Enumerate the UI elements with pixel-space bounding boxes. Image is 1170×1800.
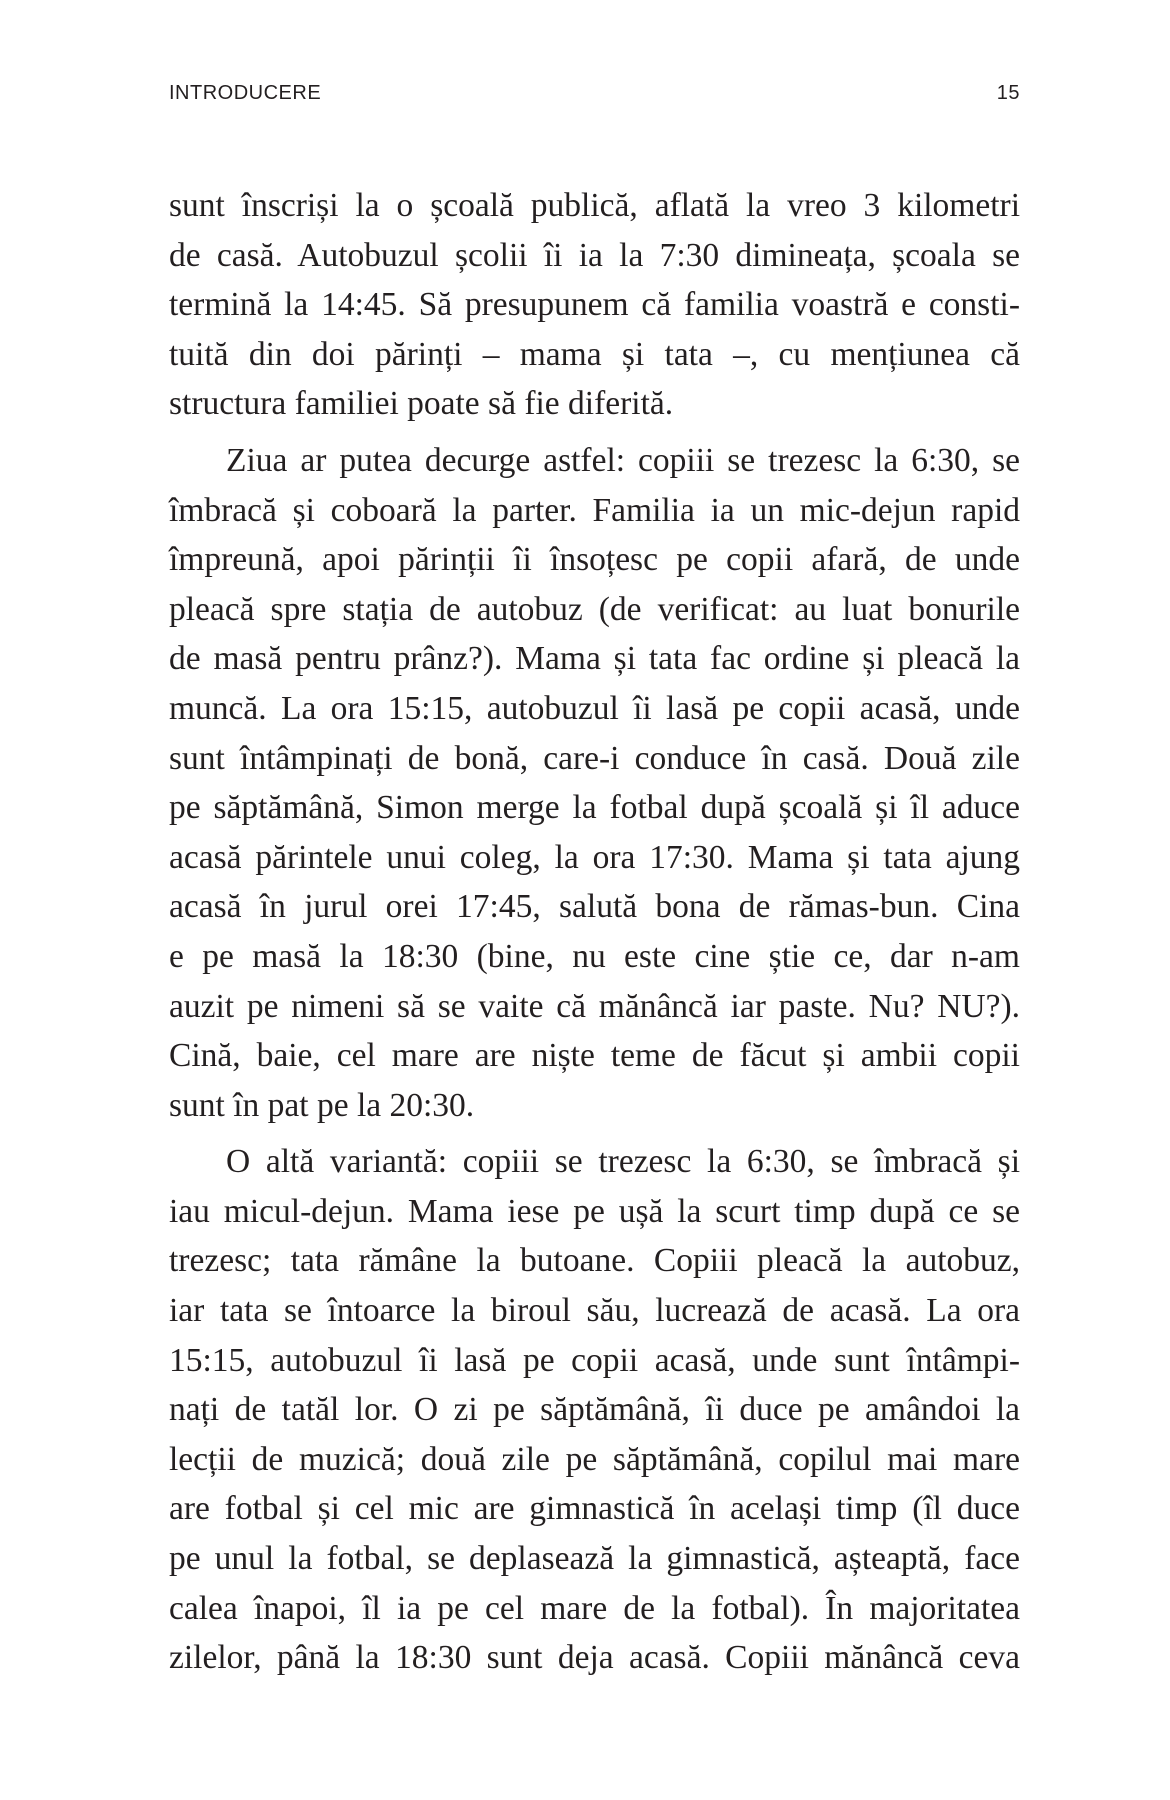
text-line: pleacă spre stația de autobuz (de verificat: au luat bonurile <box>169 590 1020 628</box>
text-line: acasă părintele unui coleg, la ora 17:30. Mama și tata ajung <box>169 838 1020 876</box>
text-line: Cină, baie, cel mare are niște teme de făcut și ambii copii <box>169 1037 1020 1075</box>
text-line: muncă. La ora 15:15, autobuzul îi lasă pe copii acasă, unde <box>169 689 1020 727</box>
text-line: sunt în pat pe la 20:30. <box>169 1086 475 1124</box>
text-line: pe săptămână, Simon merge la fotbal după școală și îl aduce <box>169 789 1020 827</box>
text-line: Ziua ar putea decurge astfel: copiii se trezesc la 6:30, se <box>226 441 1020 479</box>
paragraph <box>169 1137 1020 1683</box>
text-line: sunt înscriși la o școală publică, aflată la vreo 3 kilometri <box>169 187 1020 224</box>
text-line: acasă în jurul orei 17:45, salută bona de rămas-bun. Cina <box>169 888 1020 926</box>
text-line: împreună, apoi părinții îi însoțesc pe copii afară, de unde <box>169 541 1020 579</box>
paragraph <box>169 181 1020 429</box>
text-line: e pe masă la 18:30 (bine, nu este cine știe ce, dar n-am <box>169 937 1020 975</box>
body-text <box>169 181 1020 1690</box>
text-line: de casă. Autobuzul școlii îi ia la 7:30 dimineața, școala se <box>169 236 1020 274</box>
text-line: are fotbal și cel mic are gimnastică în același timp (îl duce <box>169 1490 1020 1528</box>
text-line: structura familiei poate să fie diferită. <box>169 385 674 423</box>
text-line: termină la 14:45. Să presupunem că familia voastră e consti- <box>169 286 1020 324</box>
text-line: lecții de muzică; două zile pe săptămână, copilul mai mare <box>169 1440 1020 1478</box>
text-line: tuită din doi părinți – mama și tata –, cu mențiunea că <box>169 335 1020 373</box>
page-number: 15 <box>996 82 1020 104</box>
text-line: pe unul la fotbal, se deplasează la gimnastică, așteaptă, face <box>169 1540 1020 1578</box>
text-line: de masă pentru prânz?). Mama și tata fac ordine și pleacă la <box>169 640 1020 678</box>
text-line: sunt întâmpinați de bonă, care-i conduce în casă. Două zile <box>169 739 1020 777</box>
text-line: îmbracă și coboară la parter. Familia ia un mic-dejun rapid <box>169 491 1020 529</box>
text-line: trezesc; tata rămâne la butoane. Copiii pleacă la autobuz, <box>169 1242 1020 1280</box>
text-line: iar tata se întoarce la biroul său, lucrează de acasă. La ora <box>169 1292 1020 1330</box>
text-line: zilelor, până la 18:30 sunt deja acasă. Copiii mănâncă ceva <box>169 1639 1020 1677</box>
text-line: calea înapoi, îl ia pe cel mare de la fotbal). În majoritatea <box>169 1589 1020 1627</box>
text-line: 15:15, autobuzul îi lasă pe copii acasă, unde sunt întâmpi- <box>169 1341 1020 1379</box>
text-line: auzit pe nimeni să se vaite că mănâncă iar paste. Nu? NU?). <box>169 987 1020 1025</box>
chapter-title: INTRODUCERE <box>169 82 322 104</box>
text-line: O altă variantă: copiii se trezesc la 6:30, se îmbracă și <box>226 1143 1020 1181</box>
text-line: nați de tatăl lor. O zi pe săptămână, îi duce pe amândoi la <box>169 1391 1020 1429</box>
running-header <box>169 82 1020 110</box>
text-line: iau micul-dejun. Mama iese pe ușă la scurt timp după ce se <box>169 1192 1020 1230</box>
paragraph <box>169 436 1020 1130</box>
